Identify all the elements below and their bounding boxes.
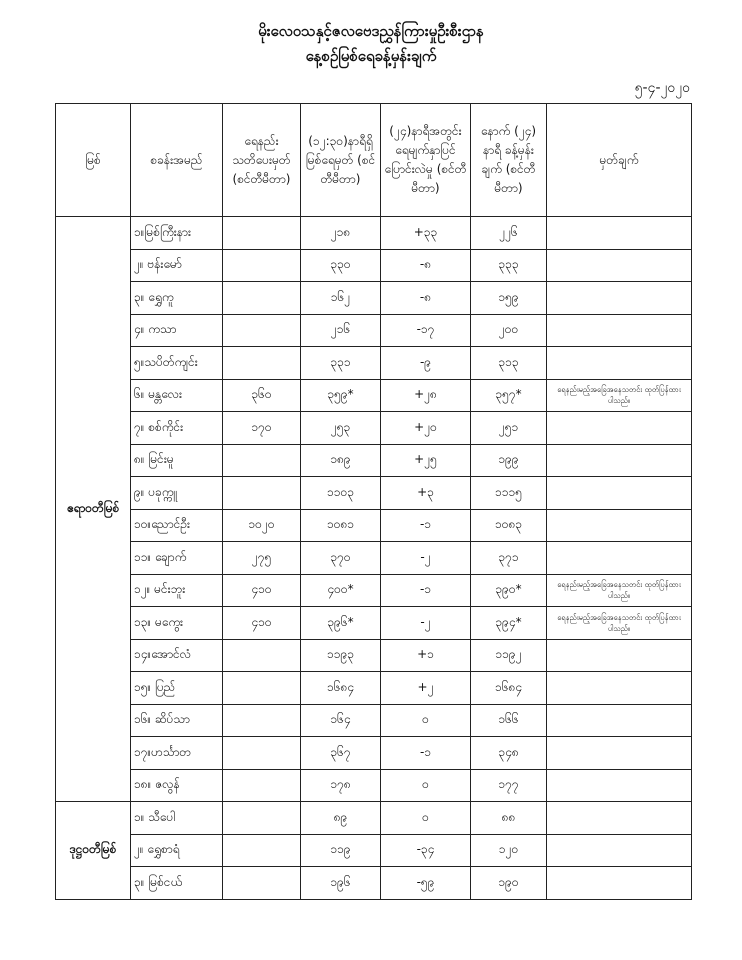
station-name: ၇။ စစ်ကိုင်း	[131, 412, 223, 445]
danger-level: ၁၇၀	[223, 412, 301, 445]
danger-level	[223, 867, 301, 900]
remark	[547, 769, 692, 802]
danger-level	[223, 672, 301, 705]
level-change: ၀	[381, 802, 471, 835]
level-change: -၉	[381, 347, 471, 380]
table-row	[56, 509, 692, 542]
forecast-level: ၃၉၀*	[471, 574, 547, 607]
station-name: ၁၂။ မင်းဘူး	[131, 574, 223, 607]
table-row	[56, 444, 692, 477]
station-name: ၁၁။ ချောက်	[131, 542, 223, 575]
station-name: ၂။ ဗန်းမော်	[131, 249, 223, 282]
remark	[547, 412, 692, 445]
table-header-row	[56, 104, 692, 217]
station-name: ၅။သပိတ်ကျင်း	[131, 347, 223, 380]
water-level: ၂၁၆	[301, 314, 381, 347]
table-row	[56, 412, 692, 445]
table-body	[56, 217, 692, 900]
station-name: ၁၈။ ဇလွန်	[131, 769, 223, 802]
table-row	[56, 737, 692, 770]
forecast-level: ၁၁၁၅	[471, 477, 547, 510]
table-row	[56, 607, 692, 640]
water-level: ၁၁၉	[301, 834, 381, 867]
table-row	[56, 639, 692, 672]
remark	[547, 509, 692, 542]
danger-level	[223, 477, 301, 510]
forecast-level: ၃၉၄*	[471, 607, 547, 640]
level-change: -၈	[381, 282, 471, 315]
danger-level	[223, 737, 301, 770]
water-level: ၁၆၂	[301, 282, 381, 315]
river-forecast-table	[55, 103, 692, 900]
col-danger: ရေနည်း သတိပေးမှတ် (စင်တီမီတာ)	[223, 104, 301, 217]
water-level: ၁၀၈၁	[301, 509, 381, 542]
level-change: -၂	[381, 542, 471, 575]
level-change: +၂၅	[381, 444, 471, 477]
water-level: ၃၃၀	[301, 249, 381, 282]
level-change: +၃၃	[381, 217, 471, 250]
remark	[547, 314, 692, 347]
station-name: ၁၃။ မကွေး	[131, 607, 223, 640]
forecast-level: ၁၂၀	[471, 834, 547, 867]
level-change: -၂	[381, 607, 471, 640]
forecast-level: ၃၃၃	[471, 249, 547, 282]
forecast-level: ၁၉၀	[471, 867, 547, 900]
danger-level	[223, 217, 301, 250]
level-change: -၁၇	[381, 314, 471, 347]
table-row	[56, 867, 692, 900]
water-level: ၃၇၀	[301, 542, 381, 575]
water-level: ၁၆၄	[301, 704, 381, 737]
level-change: -၁	[381, 509, 471, 542]
water-level: ၃၆၇	[301, 737, 381, 770]
danger-level	[223, 314, 301, 347]
danger-level	[223, 249, 301, 282]
forecast-level: ၁၀၈၃	[471, 509, 547, 542]
remark	[547, 737, 692, 770]
danger-level: ၄၁၀	[223, 574, 301, 607]
col-change: (၂၄)နာရီအတွင်း ရေမျက်နှာပြင် ပြောင်းလဲမှု (စင်တီမီတာ)	[381, 104, 471, 217]
table-row	[56, 574, 692, 607]
col-river: မြစ်	[56, 104, 131, 217]
level-change: +၁	[381, 639, 471, 672]
table-row	[56, 542, 692, 575]
level-change: -၁	[381, 737, 471, 770]
remark	[547, 704, 692, 737]
danger-level	[223, 282, 301, 315]
col-remark: မှတ်ချက်	[547, 104, 692, 217]
remark: ရေနည်းမည့်အခြေအနေသတင်း ထုတ်ပြန်ထားပါသည်။	[547, 379, 692, 412]
river-name: ဧရာဝတီမြစ်	[56, 217, 131, 802]
water-level: ၃၉၆*	[301, 607, 381, 640]
forecast-level: ၁၆၈၄	[471, 672, 547, 705]
remark	[547, 477, 692, 510]
table-row	[56, 802, 692, 835]
level-change: -၈	[381, 249, 471, 282]
water-level: ၁၁၀၃	[301, 477, 381, 510]
station-name: ၃။ ရွှေကူ	[131, 282, 223, 315]
forecast-level: ၁၉၉	[471, 444, 547, 477]
station-name: ၈။ မြင်းမူ	[131, 444, 223, 477]
level-change: ၀	[381, 769, 471, 802]
danger-level: ၄၁၀	[223, 607, 301, 640]
page-subtitle: နေ့စဉ်မြစ်ရေခန့်မှန်းချက်	[305, 47, 437, 65]
water-level: ၂၅၃	[301, 412, 381, 445]
danger-level	[223, 444, 301, 477]
remark	[547, 639, 692, 672]
water-level: ၃၅၉*	[301, 379, 381, 412]
remark	[547, 802, 692, 835]
col-station: စခန်းအမည်	[131, 104, 223, 217]
level-change: -၅၉	[381, 867, 471, 900]
river-name: ဒုဋ္ဌဝတီမြစ်	[56, 802, 131, 900]
station-name: ၉။ ပခုက္ကူ	[131, 477, 223, 510]
table-row	[56, 672, 692, 705]
table-row	[56, 217, 692, 250]
water-level: ၈၉	[301, 802, 381, 835]
forecast-level: ၈၈	[471, 802, 547, 835]
water-level: ၁၆၈၄	[301, 672, 381, 705]
danger-level	[223, 802, 301, 835]
forecast-level: ၁၅၉	[471, 282, 547, 315]
table-row	[56, 282, 692, 315]
remark	[547, 282, 692, 315]
remark	[547, 249, 692, 282]
water-level: ၂၁၈	[301, 217, 381, 250]
forecast-level: ၃၄၈	[471, 737, 547, 770]
danger-level: ၁၀၂၀	[223, 509, 301, 542]
water-level: ၄၀၀*	[301, 574, 381, 607]
water-level: ၁၇၈	[301, 769, 381, 802]
level-change: +၂၈	[381, 379, 471, 412]
remark	[547, 444, 692, 477]
page-title: မိုးလေဝသနှင့်ဇလဗေဒညွှန်ကြားမှုဦးစီးဌာန	[258, 22, 484, 40]
water-level: ၁၁၉၃	[301, 639, 381, 672]
forecast-level: ၁၇၇	[471, 769, 547, 802]
remark	[547, 542, 692, 575]
table-row	[56, 249, 692, 282]
table-row	[56, 347, 692, 380]
danger-level: ၃၆၀	[223, 379, 301, 412]
remark	[547, 217, 692, 250]
forecast-level: ၂၀၀	[471, 314, 547, 347]
station-name: ၆။ မန္တလေး	[131, 379, 223, 412]
station-name: ၁၅။ ပြည်	[131, 672, 223, 705]
danger-level	[223, 639, 301, 672]
level-change: +၂	[381, 672, 471, 705]
remark: ရေနည်းမည့်အခြေအနေသတင်း ထုတ်ပြန်ထားပါသည်။	[547, 607, 692, 640]
danger-level: ၂၇၅	[223, 542, 301, 575]
level-change: +၂၀	[381, 412, 471, 445]
forecast-level: ၃၇၁	[471, 542, 547, 575]
level-change: -၃၄	[381, 834, 471, 867]
remark	[547, 834, 692, 867]
water-level: ၃၃၁	[301, 347, 381, 380]
forecast-level: ၂၂၆	[471, 217, 547, 250]
station-name: ၂။ ရွှေစာရံ	[131, 834, 223, 867]
table-row	[56, 704, 692, 737]
water-level: ၁၉၆	[301, 867, 381, 900]
remark	[547, 347, 692, 380]
remark	[547, 672, 692, 705]
danger-level	[223, 834, 301, 867]
remark	[547, 867, 692, 900]
forecast-level: ၂၅၁	[471, 412, 547, 445]
station-name: ၁။မြစ်ကြီးနား	[131, 217, 223, 250]
report-date: ၅-၄-၂၀၂၀	[634, 80, 690, 96]
forecast-level: ၁၁၉၂	[471, 639, 547, 672]
station-name: ၁၄။အောင်လံ	[131, 639, 223, 672]
col-forecast: နောက် (၂၄) နာရီ ခန့်မှန်းချက် (စင်တီမီတာ)	[471, 104, 547, 217]
forecast-level: ၁၆၆	[471, 704, 547, 737]
table-row	[56, 477, 692, 510]
level-change: ၀	[381, 704, 471, 737]
col-level: (၁၂:၃၀)နာရီရှိ မြစ်ရေမှတ် (စင်တီမီတာ)	[301, 104, 381, 217]
station-name: ၃။ မြစ်ငယ်	[131, 867, 223, 900]
danger-level	[223, 769, 301, 802]
remark: ရေနည်းမည့်အခြေအနေသတင်း ထုတ်ပြန်ထားပါသည်။	[547, 574, 692, 607]
station-name: ၁၆။ ဆိပ်သာ	[131, 704, 223, 737]
table-row	[56, 314, 692, 347]
table-row	[56, 769, 692, 802]
station-name: ၁၇။ဟင်္သာတ	[131, 737, 223, 770]
table-row	[56, 834, 692, 867]
forecast-level: ၃၁၃	[471, 347, 547, 380]
level-change: +၃	[381, 477, 471, 510]
forecast-level: ၃၅၇*	[471, 379, 547, 412]
station-name: ၄။ ကသာ	[131, 314, 223, 347]
level-change: -၁	[381, 574, 471, 607]
water-level: ၁၈၉	[301, 444, 381, 477]
station-name: ၁။ သီပေါ	[131, 802, 223, 835]
table-row	[56, 379, 692, 412]
station-name: ၁၀။ညောင်ဦး	[131, 509, 223, 542]
danger-level	[223, 347, 301, 380]
danger-level	[223, 704, 301, 737]
